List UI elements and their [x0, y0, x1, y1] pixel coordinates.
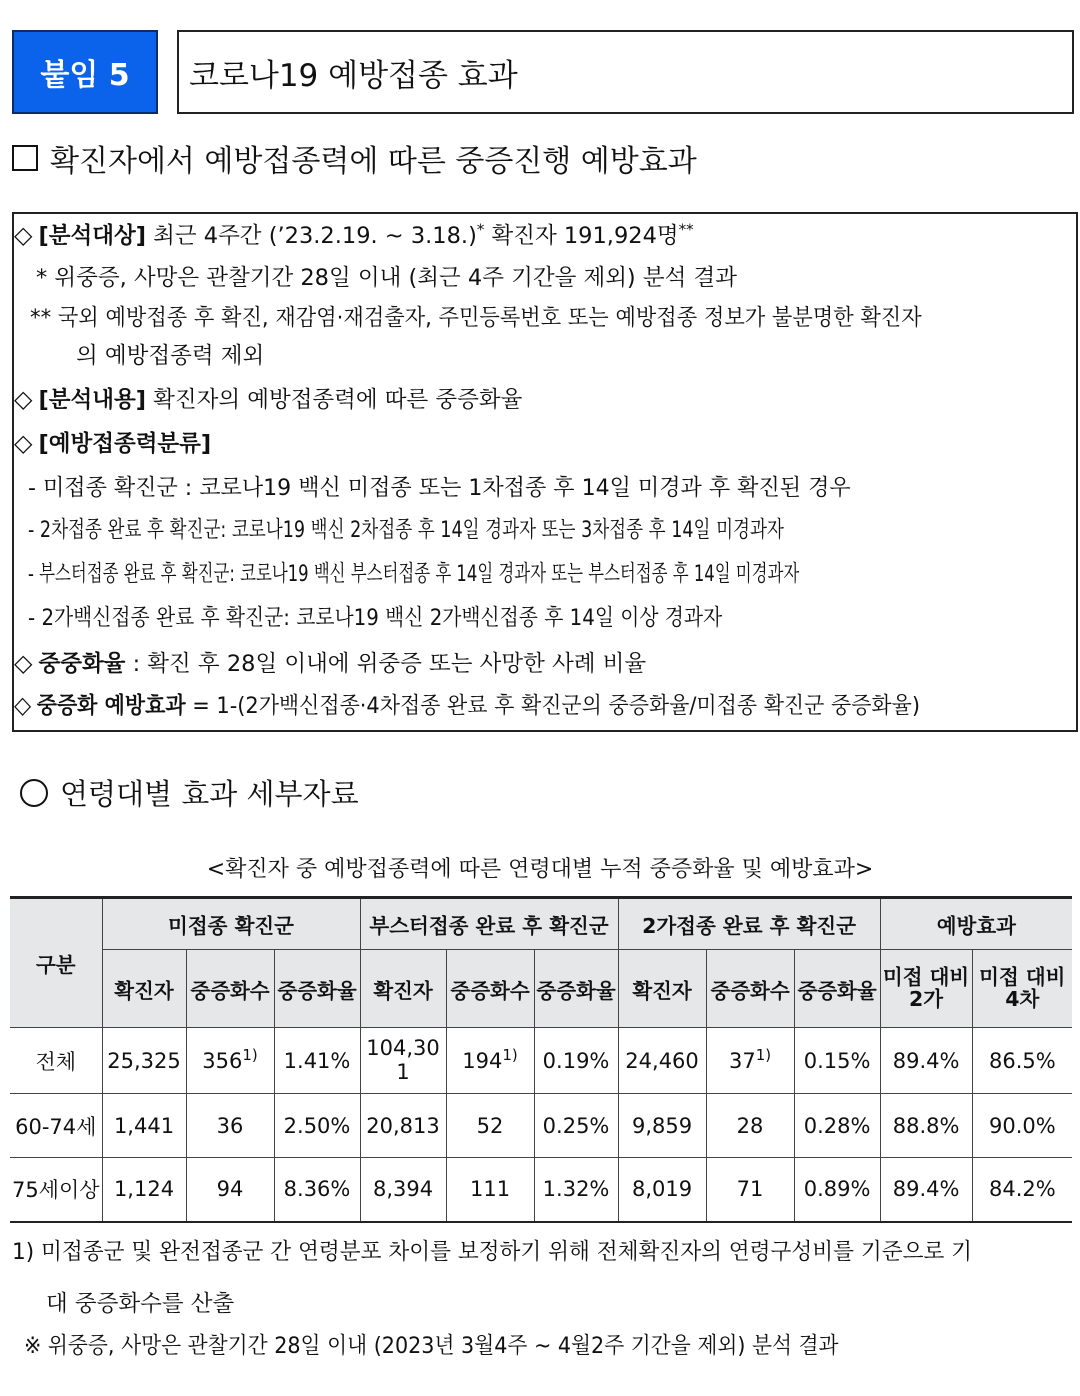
square-bullet-icon: [12, 145, 38, 171]
table-cell: 20,813: [360, 1094, 446, 1158]
row-label: 75세이상: [10, 1158, 102, 1222]
table-cell: 1,124: [102, 1158, 186, 1222]
diamond-bullet-icon: ◇: [14, 691, 32, 719]
note2-cont-text: 의 예방접종력 제외: [76, 343, 265, 369]
table-row: [10, 1028, 1072, 1094]
table-cell: 86.5%: [972, 1028, 1072, 1094]
table-cell: 88.8%: [880, 1094, 972, 1158]
table-cell: 0.19%: [534, 1028, 618, 1094]
col-severe-count: 중증화수: [446, 950, 534, 1028]
table-cell: 1.32%: [534, 1158, 618, 1222]
section-heading: [12, 136, 697, 180]
row-label: 전체: [10, 1028, 102, 1094]
table-cell: 94: [186, 1158, 274, 1222]
table-cell: 24,460: [618, 1028, 706, 1094]
class-item-3: [28, 562, 1080, 587]
effect-2ga-line2: 2가: [909, 986, 944, 1011]
info-note2: [30, 306, 979, 331]
footnote-ref: 1): [755, 1045, 772, 1064]
info-effect-line: [14, 692, 988, 719]
note1-text: * 위중증, 사망은 관찰기간 28일 이내 (최근 4주 기간을 제외) 분석 결과: [36, 265, 737, 291]
table-row: [10, 1158, 1072, 1222]
effect-4cha-line1: 미접 대비: [979, 964, 1066, 989]
group-unvaccinated: 미접종 확진군: [102, 898, 360, 950]
table-cell: 89.4%: [880, 1028, 972, 1094]
footnote-1: [12, 1234, 1012, 1266]
footnote-ref: 1): [502, 1045, 518, 1064]
col-effect-2ga: [880, 950, 972, 1028]
footnote-1-cont-text: 대 중증화수를 산출: [46, 1291, 235, 1317]
table-cell: 37$^{1)}$: [706, 1028, 794, 1094]
class-item-2: [28, 518, 997, 543]
attachment-badge-label: 붙임 5: [40, 58, 130, 93]
severe-text: : 확진 후 28일 이내에 위중증 또는 사망한 사례 비율: [125, 651, 647, 677]
table-cell: 1,441: [102, 1094, 186, 1158]
class-item-text: - 2가백신접종 완료 후 확진군: 코로나19 백신 2가백신접종 후 14일 이상 경과자: [28, 605, 723, 631]
table-cell: 2.50%: [274, 1094, 360, 1158]
class-item-text: - 부스터접종 완료 후 확진군: 코로나19 백신 부스터접종 후 14일 경과자 또는 부스터접종 후 14일 미경과자: [28, 561, 800, 587]
info-target-line: [14, 222, 694, 249]
effect-text: = 1-(2가백신접종·4차접종 완료 후 확진군의 중증화율/미접종 확진군 중증화율): [185, 693, 921, 719]
col-severe-rate: 중증화율: [274, 950, 360, 1028]
table-cell: 8.36%: [274, 1158, 360, 1222]
group-effect: 예방효과: [880, 898, 1072, 950]
table-caption: <확진자 중 예방접종력에 따른 연령대별 누적 중증화율 및 예방효과>: [206, 857, 874, 882]
effect-2ga-line1: 미접 대비: [882, 964, 970, 989]
col-cases: 확진자: [618, 950, 706, 1028]
col-cases: 확진자: [360, 950, 446, 1028]
section-title: 확진자에서 예방접종력에 따른 중증진행 예방효과: [50, 144, 697, 179]
col-severe-rate: 중증화율: [534, 950, 618, 1028]
content-text: 확진자의 예방접종력에 따른 중증화율: [145, 387, 523, 413]
table-cell: 8,394: [360, 1158, 446, 1222]
severe-label: 중중화율: [38, 651, 126, 677]
footnote-1-text: 1) 미접종군 및 완전접종군 간 연령분포 차이를 보정하기 위해 전체확진자의 연령구성비를 기준으로 기: [12, 1239, 973, 1265]
attachment-badge: [12, 30, 158, 114]
diamond-bullet-icon: ◇: [14, 385, 33, 413]
table-cell: 90.0%: [972, 1094, 1072, 1158]
group-header: 구분: [10, 898, 102, 1028]
table-cell: 0.89%: [794, 1158, 880, 1222]
footnote-2: [24, 1328, 909, 1360]
info-content-line: [14, 386, 522, 413]
table-cell: 28: [706, 1094, 794, 1158]
class-item-4: [28, 606, 817, 631]
target-text: 최근 4주간 (’23.2.19. ~ 3.18.): [145, 223, 477, 249]
target-label: [분석대상]: [38, 223, 146, 249]
info-note2-cont: [76, 344, 264, 369]
info-note1: [36, 266, 737, 291]
target-sup1: *: [476, 220, 485, 239]
class-item-1: [28, 476, 867, 501]
effect-4cha-line2: 4차: [1005, 986, 1040, 1011]
diamond-bullet-icon: ◇: [14, 221, 33, 249]
circle-bullet-icon: [20, 779, 48, 807]
target-sup2: **: [678, 220, 694, 239]
table-cell: 0.25%: [534, 1094, 618, 1158]
table-cell: 71: [706, 1158, 794, 1222]
table-cell: 194$^{1)}$: [446, 1028, 534, 1094]
class-item-text: - 미접종 확진군 : 코로나19 백신 미접종 또는 1차접종 후 14일 미경과 후 확진된 경우: [28, 475, 851, 501]
subsection-title: 연령대별 효과 세부자료: [60, 777, 359, 811]
table-row: [10, 1094, 1072, 1158]
info-severe-line: [14, 650, 646, 677]
subsection-heading: [20, 772, 359, 813]
class-label: [예방접종력분류]: [38, 431, 212, 457]
table-cell: 0.15%: [794, 1028, 880, 1094]
diamond-bullet-icon: ◇: [14, 649, 33, 677]
table-cell: 25,325: [102, 1028, 186, 1094]
age-effect-table: [10, 896, 1072, 1223]
table-cell: 36: [186, 1094, 274, 1158]
page-title: 코로나19 예방접종 효과: [189, 57, 518, 94]
table-cell: 1.41%: [274, 1028, 360, 1094]
col-severe-count: 중증화수: [186, 950, 274, 1028]
table-cell: 9,859: [618, 1094, 706, 1158]
footnote-1-cont: [46, 1286, 234, 1318]
row-label: 60-74세: [10, 1094, 102, 1158]
footnote-2-text: ※ 위중증, 사망은 관찰기간 28일 이내 (2023년 3월4주 ~ 4월2주 기간을 제외) 분석 결과: [24, 1333, 839, 1359]
diamond-bullet-icon: ◇: [14, 429, 33, 457]
group-booster: 부스터접종 완료 후 확진군: [360, 898, 618, 950]
table-cell: 89.4%: [880, 1158, 972, 1222]
target-text2: 확진자 191,924명: [484, 223, 679, 249]
class-item-text: - 2차접종 완료 후 확진군: 코로나19 백신 2차접종 후 14일 경과자 또는 3차접종 후 14일 미경과자: [28, 517, 784, 543]
col-cases: 확진자: [102, 950, 186, 1028]
col-severe-count: 중증화수: [706, 950, 794, 1028]
table-cell: 52: [446, 1094, 534, 1158]
note2-text: ** 국외 예방접종 후 확진, 재감염·재검출자, 주민등록번호 또는 예방접종 정보가 불분명한 확진자: [30, 305, 922, 331]
page-title-box: [177, 30, 1074, 114]
table-cell: 356$^{1)}$: [186, 1028, 274, 1094]
col-effect-4cha: [972, 950, 1072, 1028]
table-cell: 8,019: [618, 1158, 706, 1222]
footnote-ref: 1): [242, 1045, 258, 1064]
table-cell: 84.2%: [972, 1158, 1072, 1222]
group-bivalent: 2가접종 완료 후 확진군: [618, 898, 880, 950]
analysis-info-box: [12, 212, 1078, 732]
col-severe-rate: 중증화율: [794, 950, 880, 1028]
table-cell: 0.28%: [794, 1094, 880, 1158]
table-cell: 111: [446, 1158, 534, 1222]
content-label: [분석내용]: [38, 387, 146, 413]
info-class-line: [14, 430, 211, 457]
effect-label: 중증화 예방효과: [36, 693, 186, 719]
table-cell: 104,301: [360, 1028, 446, 1094]
